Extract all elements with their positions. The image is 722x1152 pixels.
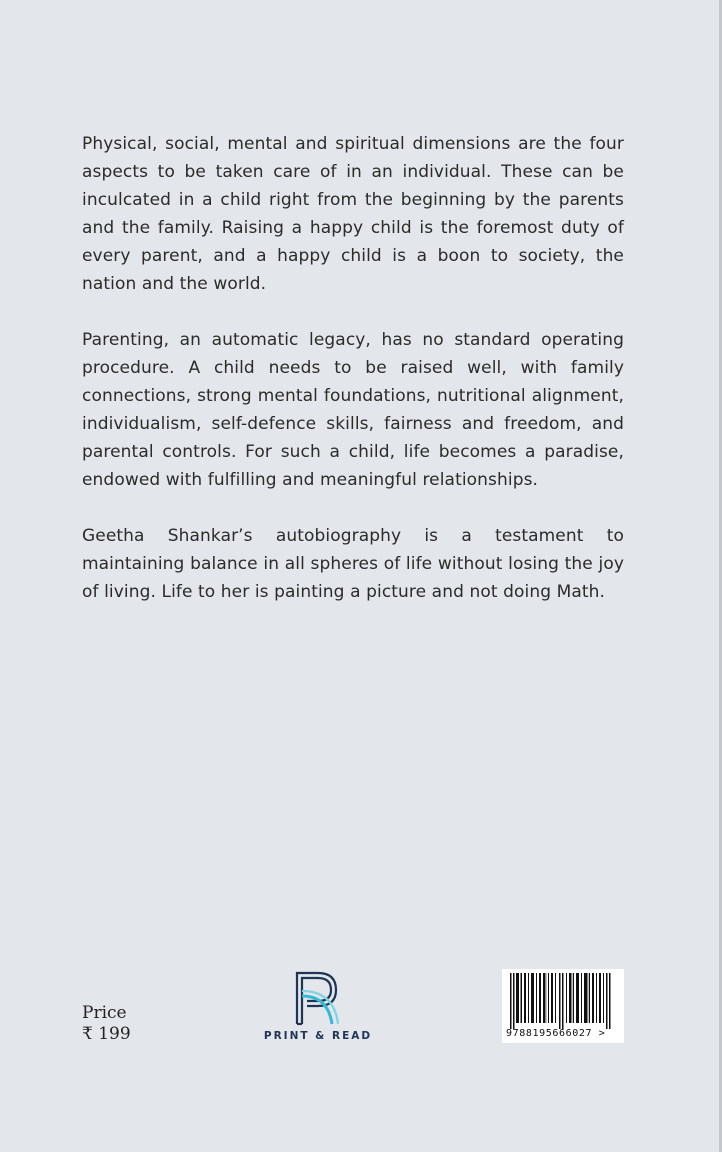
blurb-paragraph-1: Physical, social, mental and spiritual dimensions are the four aspects to be taken care of in an individual. These can be inculcated in a child right from the beginning by the parents and the family. Raising a happy child is the foremost duty of every parent, and a happy child is a boon to society, the nation and the world.	[82, 134, 624, 294]
blurb-paragraph-3: Geetha Shankar’s autobiography is a testament to maintaining balance in all spheres of life without losing the joy of living. Life to her is painting a picture and not doing Math.	[82, 526, 624, 602]
print-and-read-logo-icon	[294, 970, 340, 1026]
blurb-paragraph-2: Parenting, an automatic legacy, has no standard operating procedure. A child needs to be raised well, with family connections, strong mental foundations, nutritional alignment, individualism, self-defence skills, fairness and freedom, and parental controls. For such a child, life becomes a paradise, endowed with fulfilling and meaningful relationships.	[82, 330, 624, 490]
price-amount: ₹ 199	[82, 1024, 131, 1044]
isbn-digits: 9788195666027	[506, 1028, 593, 1039]
price-label: Price	[82, 1003, 127, 1023]
barcode-icon	[510, 973, 616, 1029]
price-block	[82, 1003, 131, 1045]
back-cover-blurb	[82, 130, 624, 634]
publisher-logo	[262, 968, 374, 1048]
isbn-suffix: >	[598, 1028, 606, 1039]
publisher-name: PRINT & READ	[263, 1030, 373, 1042]
isbn-number	[506, 1028, 605, 1039]
isbn-barcode	[502, 969, 624, 1043]
